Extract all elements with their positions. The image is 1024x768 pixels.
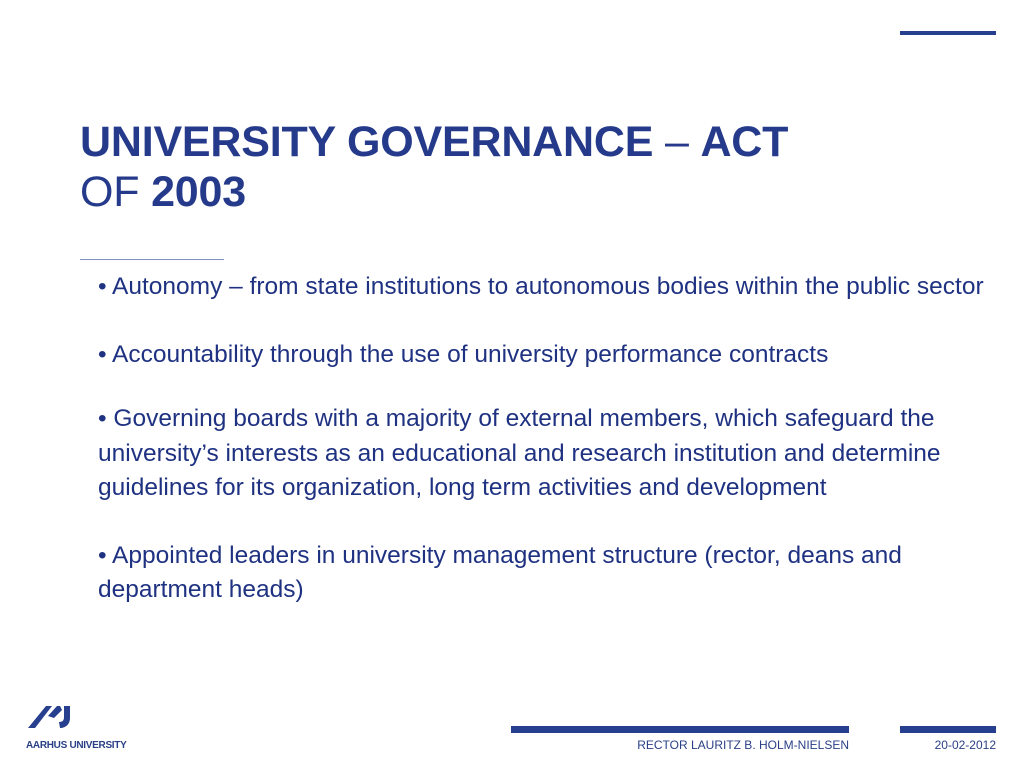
bullet-autonomy: • Autonomy – from state institutions to autonomous bodies within the public sector bbox=[98, 273, 984, 300]
bullet-accountability: • Accountability through the use of university performance contracts bbox=[98, 340, 829, 368]
title-part-3: OF bbox=[80, 168, 152, 216]
bullet-list bbox=[98, 270, 998, 641]
footer-bar-left bbox=[511, 726, 849, 733]
slide-title bbox=[80, 117, 940, 217]
footer-bar-right bbox=[900, 726, 996, 733]
top-accent-bar bbox=[900, 31, 996, 35]
title-part-1: UNIVERSITY GOVERNANCE bbox=[80, 118, 654, 166]
footer-author: RECTOR LAURITZ B. HOLM-NIELSEN bbox=[637, 738, 849, 752]
title-year: 2003 bbox=[151, 168, 246, 216]
bullet-appointed-leaders: • Appointed leaders in university management structure (rector, deans and department heads) bbox=[98, 541, 902, 603]
aarhus-university-logo-icon bbox=[26, 702, 78, 736]
aarhus-university-logo bbox=[26, 702, 136, 754]
title-dash: – bbox=[653, 118, 701, 166]
title-part-2: ACT bbox=[700, 118, 789, 166]
title-underline bbox=[80, 259, 224, 260]
footer-date: 20-02-2012 bbox=[934, 738, 996, 752]
logo-wordmark: AARHUS UNIVERSITY bbox=[26, 740, 127, 751]
bullet-governing-boards: • Governing boards with a majority of external members, which safeguard the university’s interests as an educational and research institution and determine guidelines for its organization, long term activities and development bbox=[98, 405, 941, 501]
